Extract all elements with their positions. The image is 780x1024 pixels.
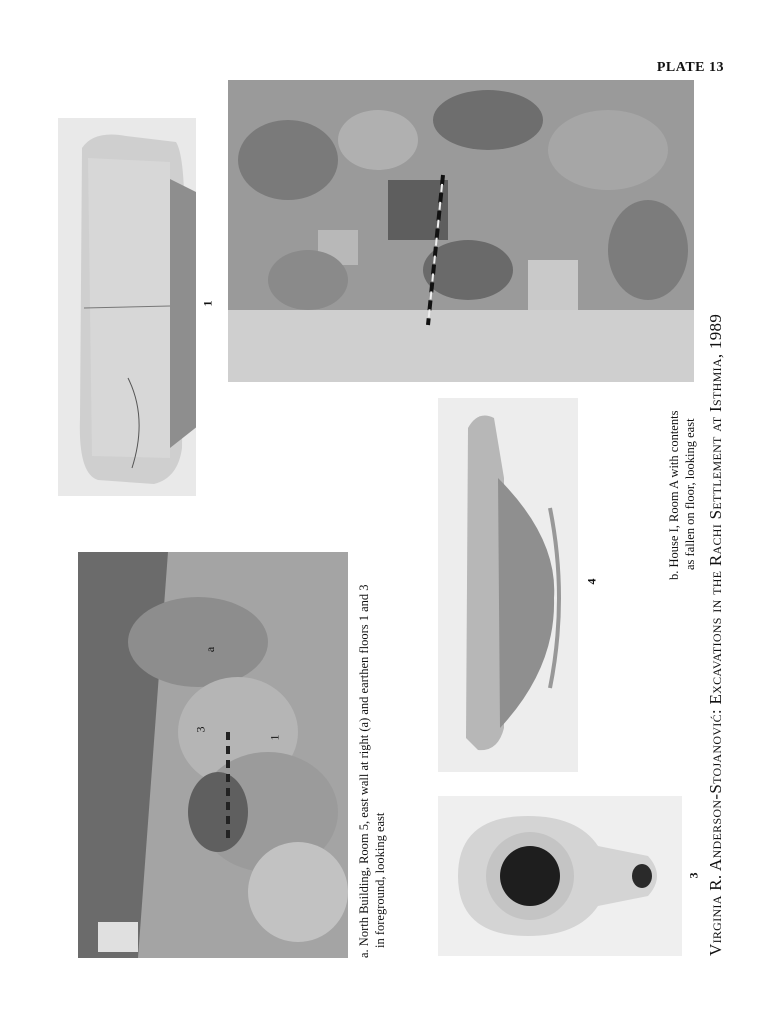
caption-a-line-2: in foreground, looking east bbox=[373, 812, 387, 948]
caption-b-line-1: b. House I, Room A with contents bbox=[667, 410, 681, 580]
plate-footer-title: Virginia R. Anderson-Stojanović: Excavations in the Rachi Settlement at Isthmia, 1989 bbox=[706, 313, 725, 956]
figure-number-3: 3 bbox=[686, 872, 701, 879]
photo-label-1: 1 bbox=[267, 734, 282, 741]
figure-number-1: 1 bbox=[200, 300, 215, 307]
caption-a-line-1: a. North Building, Room 5, east wall at right (a) and earthen floors 1 and 3 bbox=[357, 584, 371, 958]
photo-object-4 bbox=[438, 398, 578, 772]
plate-title: PLATE 13 bbox=[656, 60, 724, 75]
figure-number-4: 4 bbox=[584, 578, 599, 585]
photo-object-3 bbox=[438, 796, 682, 956]
caption-a bbox=[356, 584, 388, 958]
photo-object-1 bbox=[58, 118, 196, 496]
photo-label-a: a bbox=[203, 646, 218, 653]
photo-excavation-b bbox=[228, 80, 694, 382]
caption-b-line-2: as fallen on floor, looking east bbox=[683, 418, 697, 570]
photo-label-3: 3 bbox=[193, 726, 208, 733]
photo-excavation-a bbox=[78, 552, 348, 958]
caption-b bbox=[666, 411, 698, 580]
